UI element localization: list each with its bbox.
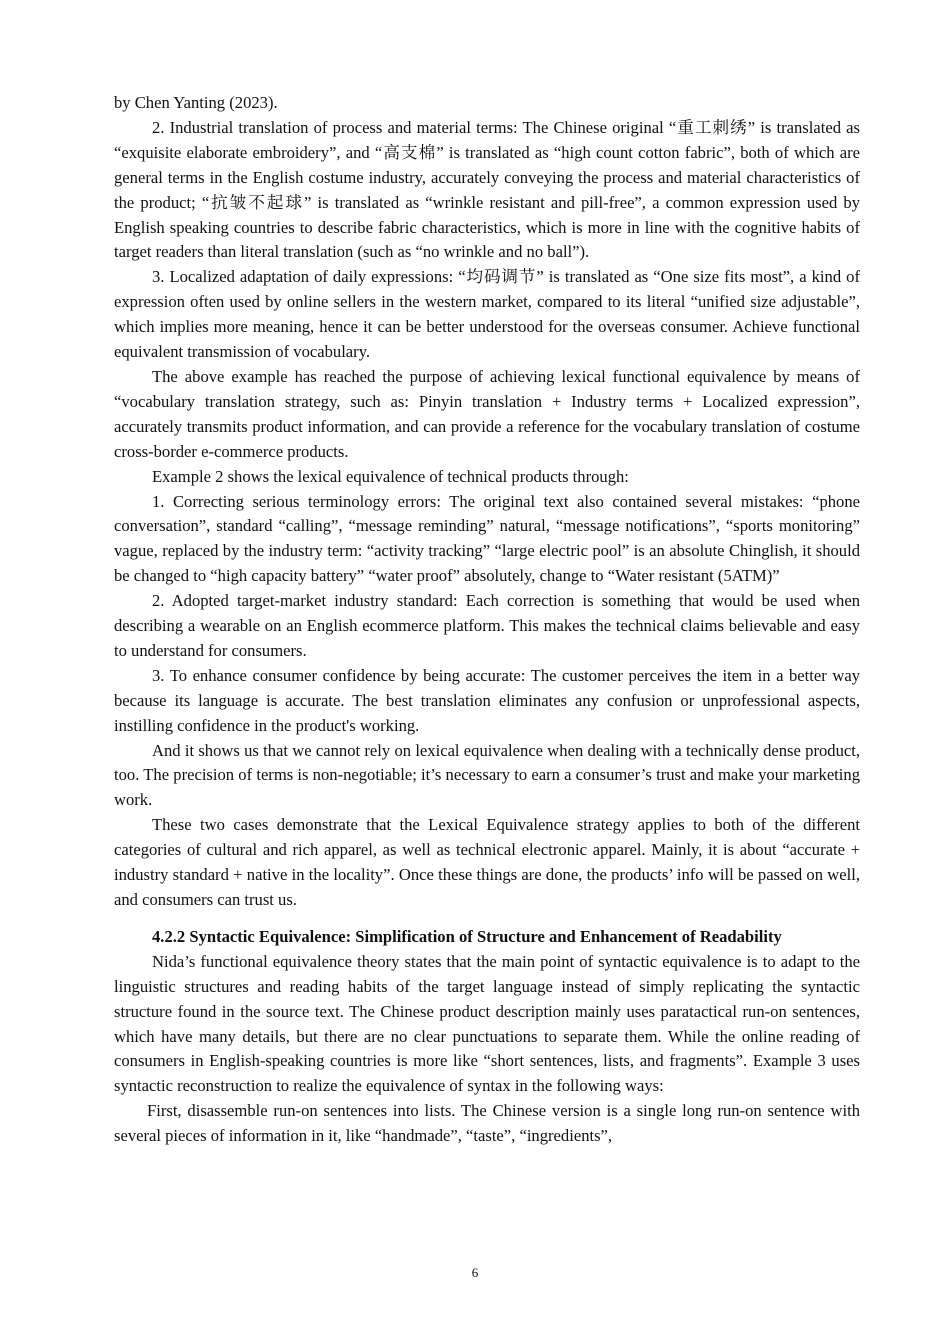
body-paragraph: 2. Adopted target-market industry standard: Each correction is something that would be used when describing a wearable on an English ecommerce platform. This makes the technical claims believable and easy to understand for consumers. <box>114 591 860 660</box>
body-paragraph: 1. Correcting serious terminology errors: The original text also contained several mistakes: “phone conversation”, standard “calling”, “message reminding” natural, “message notifications”, “sports monitoring” vague, replaced by the industry term: “activity tracking” “large electric pool” is an absolute Chinglish, it should be changed to “high capacity battery” “water proof” absolutely, change to “Water resistant (5ATM)” <box>114 491 860 586</box>
body-paragraph: 3. To enhance consumer confidence by being accurate: The customer perceives the item in a better way because its language is accurate. The best translation eliminates any confusion or unprofessional aspects, instilling confidence in the product's working. <box>114 665 860 735</box>
body-paragraph: Nida’s functional equivalence theory states that the main point of syntactic equivalence is to adapt to the linguistic structures and reading habits of the target language instead of simply replicating the syntactic structure found in the source text. The Chinese product description mainly uses paratactical run-on sentences, which have many details, but there are no clear punctuations to separate them. While the online reading of consumers in English-speaking countries is more like “short sentences, lists, and fragments”. Example 3 uses syntactic reconstruction to realize the equivalence of syntax in the following ways: <box>114 951 860 1096</box>
body-paragraph: The above example has reached the purpose of achieving lexical functional equivalence by means of “vocabulary translation strategy, such as: Pinyin translation + Industry terms + Localized expression”, accurately transmits product information, and can provide a reference for the vocabulary translation of costume cross-border e-commerce products. <box>114 366 860 461</box>
body-paragraph: These two cases demonstrate that the Lexical Equivalence strategy applies to both of the different categories of cultural and rich apparel, as well as technical electronic apparel. Mainly, it is about “accurate + industry standard + native in the locality”. Once these things are done, the products’ info will be passed on well, and consumers can trust us. <box>114 815 860 909</box>
page-number: 6 <box>471 1265 479 1280</box>
body-paragraph: Example 2 shows the lexical equivalence of technical products through: <box>152 466 629 486</box>
body-paragraph: 2. Industrial translation of process and material terms: The Chinese original “重工刺绣” is translated as “exquisite elaborate embroidery”, and “高支棉” is translated as “high count cotton fabric”, both of which are general terms in the English costume industry, accurately conveying the process and material characteristics of the product; “抗皱不起球” is translated as “wrinkle resistant and pill-free”, a common expression used by English speaking countries to describe fabric characteristics, which is more in line with the cognitive habits of target readers than literal translation (such as “no wrinkle and no ball”). <box>114 117 860 262</box>
body-paragraph: by Chen Yanting (2023). <box>114 93 278 112</box>
body-paragraph: 3. Localized adaptation of daily expressions: “均码调节” is translated as “One size fits most”, a kind of expression often used by online sellers in the western market, compared to its literal “unified size adjustable”, which implies more meaning, hence it can be better understood for the overseas consumer. Achieve functional equivalent transmission of vocabulary. <box>114 267 860 362</box>
body-paragraph: First, disassemble run-on sentences into lists. The Chinese version is a single long run-on sentence with several pieces of information in it, like “handmade”, “taste”, “ingredients”, <box>114 1101 860 1146</box>
section-heading: 4.2.2 Syntactic Equivalence: Simplification of Structure and Enhancement of Readability <box>152 926 782 946</box>
page-body <box>114 91 860 1149</box>
body-paragraph: And it shows us that we cannot rely on lexical equivalence when dealing with a technically dense product, too. The precision of terms is non-negotiable; it’s necessary to earn a consumer’s trust and make your marketing work. <box>114 740 860 810</box>
